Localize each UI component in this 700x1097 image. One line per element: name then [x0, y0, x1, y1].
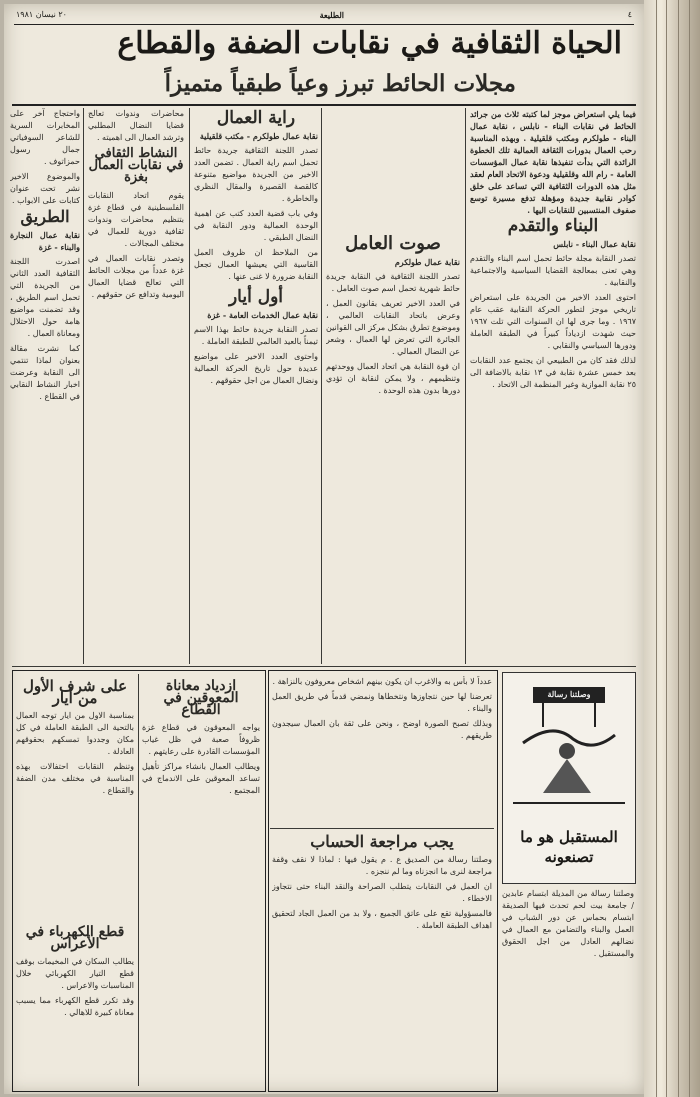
voice-paragraph: في العدد الاخير تعريف بقانون العمل ، وعرض باتحاد النقابات العالمي ، وموضوع تطرق بشكل مركز الى القوانين الجائرة التي تعرض لها العمال ، وشعر عن النضال العمالي .	[326, 299, 460, 356]
disabled-heading: ازدياد معاناة المعوقين في القطاع	[163, 678, 239, 718]
column-building	[470, 108, 636, 664]
disabled-paragraph: يواجه المعوقون في قطاع غزة ظروفاً صعبة في ظل غياب المؤسسات القادرة على رعايتهم .	[142, 723, 260, 756]
review-paragraph: وصلتنا رسالة من الصديق ع . م يقول فيها : لماذا لا نقف وقفة مراجعة لنرى ما انجزناه وما لم ننجزه .	[272, 855, 492, 876]
sub-headline: مجلات الحائط تبرز وعياً طبقياً متميزاً	[164, 70, 516, 97]
road-paragraph: كما نشرت مقالة بعنوان لماذا تنتمي الى النقابة وعرضت اخبار النشاط النقابي في القطاع .	[10, 344, 80, 401]
gaza-culture-paragraph: وتصدر نقابات العمال في غزة عدداً من مجلات الحائط التي تعالج قضايا العمال اليومية وتدافع عن حقوقهم .	[88, 254, 184, 299]
banner-paragraph: من الملاحظ ان ظروف العمل القاسية التي يعيشها العمال تجعل النقابة ضرورة لا غنى عنها .	[194, 248, 318, 281]
page-header	[14, 10, 634, 25]
issue-date: ٢٠ نيسان ١٩٨١	[16, 10, 67, 19]
letter-paragraph: عدداً لا بأس به والاغرب ان يكون بينهم اشخاص معروفون بالنزاهة .	[272, 677, 492, 686]
letter-story	[272, 676, 492, 824]
mayday-paragraph: تصدر النقابة جريدة حائط بهذا الاسم تيمناً بالعيد العالمي للطبقة العاملة .	[194, 325, 318, 346]
newspaper-page	[4, 4, 644, 1094]
column-voice	[326, 108, 460, 664]
left-top-paragraph: واحتجاج آخر على المخابرات السرية للشاعر السوفياتي جمال رسول حمزاتوف .	[10, 109, 80, 166]
paper-name: الطليعة	[319, 10, 344, 20]
cartoon-sign: وصلتنا رسالة	[547, 689, 591, 699]
electricity-paragraph: وقد تكرر قطع الكهرباء مما يسبب معاناة كبيرة للاهالي .	[16, 996, 134, 1017]
banner-heading: راية العمال	[216, 108, 296, 128]
section-rule	[12, 666, 636, 667]
column-banner	[194, 108, 318, 664]
gaza-culture-paragraph: يقوم اتحاد النقابات الفلسطينية في قطاع غزة بتنظيم محاضرات وندوات ثقافية دورية للعمال في مختلف المجالات .	[88, 191, 184, 248]
mayday-byline: نقابة عمال الخدمات العامة - غزة	[207, 310, 318, 320]
column-rule	[321, 108, 322, 664]
may-honor-heading: على شرف الأول من أيار	[22, 677, 128, 707]
banner-byline: نقابة عمال طولكرم - مكتب قلقيلية	[199, 131, 318, 141]
masthead	[12, 26, 636, 106]
column-rule	[83, 108, 84, 664]
road-heading: الطريق	[20, 207, 70, 226]
review-heading: يجب مراجعة الحساب	[310, 832, 454, 851]
gaza-culture-heading: النشاط الثقافي في نقابات العمال بغزة	[88, 146, 184, 185]
section-rule	[270, 828, 494, 829]
road-byline: نقابة عمال النجارة والبناء - غزة	[10, 230, 80, 252]
main-headline: الحياة الثقافية في نقابات الضفة والقطاع	[117, 26, 622, 61]
column-gaza-culture	[88, 108, 184, 664]
mayday-heading: أول أيار	[228, 287, 284, 307]
electricity-story	[16, 922, 134, 1086]
cartoon-paragraph: وصلتنا رسالة من المديلة ابتسام عابدين / جامعة بيت لحم تحدث فيها الصديقة ابتسام بحماس عن دور الشباب في العمل والبناء والتضامن مع العمال في نضالهم العادل من اجل الحقوق والمستقبل .	[502, 889, 634, 958]
building-paragraph: لذلك فقد كان من الطبيعي ان يجتمع عدد النقابات بعد خمس عشرة نقابة في ١٣ نقابة بالاضافة الى ٢٥ نقابة الموازية وغير المنظمة الى الاتحاد .	[470, 356, 636, 389]
banner-paragraph: وفي باب قضية العدد كتب عن اهمية الوحدة العمالية ودور النقابة في النضال الطبقي .	[194, 209, 318, 242]
may-honor-paragraph: بمناسبة الاول من ايار توجه العمال بالتحية الى الطبقة العاملة في كل مكان وجددوا تمسكهم بحقوقهم العادلة .	[16, 711, 134, 756]
electricity-heading: قطع الكهرباء في الأعراس	[25, 924, 125, 952]
left-top-paragraph: والموضوع الاخير نشر تحت عنوان كتابات على الابواب .	[10, 172, 80, 205]
review-paragraph: ان العمل في النقابات يتطلب الصراحة والنقد البناء حتى نتجاوز الاخطاء .	[272, 882, 492, 903]
letter-paragraph: تعرضنا لها حين نتجاوزها ونتخطاها ونمضي قدماً في طريق العمل والبناء .	[272, 692, 492, 713]
letter-paragraph: وبذلك تصبح الصورة اوضح ، ونحن على ثقة بان العمال سيجدون طريقهم .	[272, 719, 492, 740]
gaza-culture-intro: محاضرات وندوات تعالج قضايا النضال المطلبي وترشد العمال الى اهميته .	[88, 109, 184, 142]
cartoon-text	[502, 888, 634, 1086]
column-rule	[465, 108, 466, 664]
building-byline: نقابة عمال البناء - نابلس	[553, 239, 636, 249]
road-paragraph: اصدرت اللجنة الثقافية العدد الثاني من الجريدة التي تحمل اسم الطريق ، وقد تضمنت مواضيع هامة حول الاحتلال ومعاناة العمال .	[10, 257, 80, 338]
disabled-paragraph: ويطالب العمال بانشاء مراكز تأهيل تساعد المعوقين على الاندماج في المجتمع .	[142, 762, 260, 795]
intro-text: فيما يلي استعراض موجز لما كتبته ثلاث من جرائد الحائط في نقابات البناء - نابلس ، نقابة عمال البناء - طولكرم ومكتب قلقيلية . وبهذه المناسبة رحب العمال بدورات الثقافة العمالية تلك الخطوة الرائدة التي بدأت تنفيذها نقابة عمال المؤسسات العامة - رام الله وقلقيلية ودعوة الاتحاد العام لعقد مثل هذه الدورات الثقافية التي تساعد على خلق كوادر نقابية جديدة ومؤهلة تدفع مسيرة توسع صفوف المنتسبين للنقابات اليها .	[470, 109, 636, 215]
column-road	[10, 108, 80, 664]
column-rule	[138, 674, 139, 1086]
cartoon-panel	[502, 672, 636, 884]
page-number: ٤	[627, 10, 632, 19]
review-paragraph: فالمسؤولية تقع على عاتق الجميع ، ولا بد من العمل الجاد لتحقيق اهداف الطبقة العاملة .	[272, 909, 492, 930]
book-binding	[644, 0, 700, 1097]
disabled-story	[142, 676, 260, 1084]
may-honor-paragraph: وتنظم النقابات احتفالات بهذه المناسبة في مختلف مدن الضفة والقطاع .	[16, 762, 134, 795]
voice-byline: نقابة عمال طولكرم	[394, 257, 460, 267]
column-rule	[189, 108, 190, 664]
review-story	[272, 832, 492, 1086]
building-paragraph: تصدر النقابة مجلة حائط تحمل اسم البناء والتقدم وهي تعنى بمعالجة القضايا السياسية والاجتماعية والنقابية .	[470, 254, 636, 287]
electricity-paragraph: يطالب السكان في المخيمات بوقف قطع التيار الكهربائي خلال المناسبات والاعراس .	[16, 957, 134, 990]
voice-heading: صوت العامل	[345, 233, 441, 254]
mayday-paragraph: واحتوى العدد الاخير على مواضيع عديدة حول تاريخ الحركة العمالية ونضال العمال من اجل حقوقهم .	[194, 352, 318, 385]
banner-paragraph: تصدر اللجنة الثقافية جريدة حائط تحمل اسم راية العمال . تضمن العدد الاخير من الجريدة مواضيع متنوعة كالقصة القصيرة والمقال النظري والخاطرة .	[194, 146, 318, 203]
cartoon-caption: المستقبل هو ما تصنعونه	[520, 828, 618, 866]
building-paragraph: احتوى العدد الاخير من الجريدة على استعراض تاريخي موجز لتطور الحركة النقابية عقب عام ١٩٦٧ . وما جرى لها ان السنوات التي تلت ١٩٦٧ حيث شهدت ازدياداً كبيراً في الطبقة العاملة ودورها السياسي والنقابي .	[470, 293, 636, 350]
building-heading: البناء والتقدم	[507, 216, 599, 236]
voice-paragraph: ان قوة النقابة هي اتحاد العمال ووحدتهم وتنظيمهم ، ولا يمكن لنقابة ان تؤدي دورها بدون هذه الوحدة .	[326, 362, 460, 395]
may-honor-story	[16, 676, 134, 916]
voice-paragraph: تصدر اللجنة الثقافية في النقابة جريدة حائط شهرية تحمل اسم صوت العامل .	[326, 272, 460, 293]
